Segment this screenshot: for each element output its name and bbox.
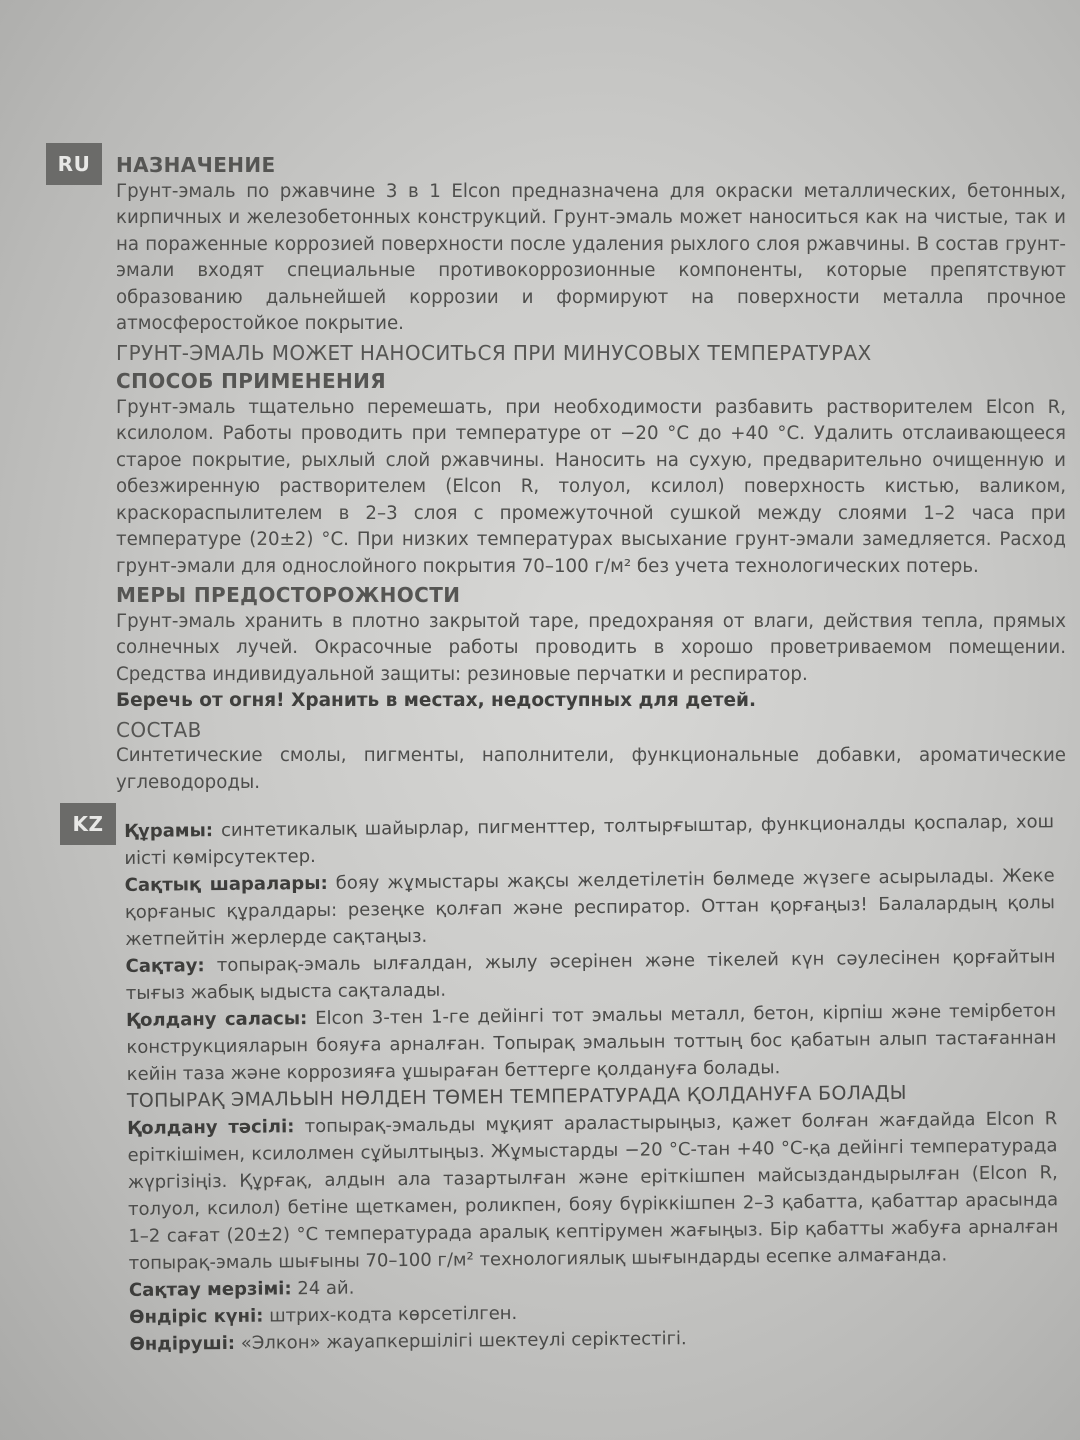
kz-minus-temp-note: ТОПЫРАҚ ЭМАЛЬЫН НӨЛДЕН ТӨМЕН ТЕМПЕРАТУРАДА ҚОЛДАНУҒА БОЛАДЫ [126,1081,907,1112]
kz-safety-text: бояу жұмыстары жақсы желдетілетін бөлмеде жүзеге асырылады. Жеке қорғаныс құралдары: резеңке қолғап және респиратор. Оттан қорғаңыз! Балалардың қолы жетпейтін жерлерде сақтаңыз. [124,865,1056,950]
ru-composition-title: СОСТАВ [116,717,202,742]
kz-manufacturer-label: Өндіруші: [129,1332,236,1355]
kz-method-text: топырақ-эмальды мұқият араластырыңыз, қажет болған жағдайда Elcon R еріткішімен, ксилолмен сұйылтыңыз. Жұмыстарды −20 °С-тан +40 °С-қа дейінгі температурада жүргізіңіз. Құрғақ, алдын ала тазартылған және еріткішпен майсыздандырылған (Elcon R, толуол, ксилол) бетіне щеткамен, роликпен, бояу бүріккішпен 2–3 қабатта, қабаттар арасында 1–2 сағат (20±2) °С температурада аралық кептірумен жағыңыз. Бір қабатты жабуға арналған топырақ-эмаль шығыны 70–100 г/м² технологиялық шығындарды есепке алмағанда. [127,1108,1059,1274]
kz-section [124,808,1060,1358]
kz-shelf-life-text: 24 ай. [291,1277,355,1300]
kz-scope-label: Қолдану саласы: [126,1008,308,1031]
kz-manufacturer-text: «Элкон» жауапкершілігі шектеулі серіктестігі. [234,1328,687,1354]
kz-safety-label: Сақтық шаралары: [124,872,328,896]
ru-warning: Беречь от огня! Хранить в местах, недоступных для детей. [116,690,757,711]
ru-method-text: Грунт-эмаль тщательно перемешать, при необходимости разбавить растворителем Elcon R, ксилолом. Работы проводить при температуре от −20 °С до +40 °С. Удалить отслаивающееся старое покрытие, рыхлый слой ржавчины. Наносить на сухую, предварительно очищенную и обезжиренную растворителем (Elcon R, толуол, ксилол) поверхность кистью, валиком, краскораспылителем в 2–3 слоя с промежуточной сушкой между слоями 1–2 часа при температуре (20±2) °С. При низких температурах высыхание грунт-эмали замедляется. Расход грунт-эмали для однослойного покрытия 70–100 г/м² без учета технологических потерь. [116,396,1066,577]
kz-storage [125,943,1056,1007]
kz-production-date-text: штрих-кодта көрсетілген. [263,1302,518,1327]
ru-precautions-title: МЕРЫ ПРЕДОСТОРОЖНОСТИ [116,583,461,607]
kz-composition-text: синтетикалық шайырлар, пигменттер, толтырғыштар, функционалды қоспалар, хош иісті көмірсутектер. [124,811,1055,869]
kz-composition [124,808,1055,872]
lang-badge-ru: RU [46,143,102,185]
ru-precautions-text: Грунт-эмаль хранить в плотно закрытой таре, предохраняя от влаги, действия тепла, прямых солнечных лучей. Окрасочные работы проводить в хорошо проветриваемом помещении. Средства индивидуальной защиты: резиновые перчатки и респиратор. [116,610,1066,685]
kz-shelf-life-label: Сақтау мерзімі: [128,1278,292,1301]
kz-composition-label: Құрамы: [124,820,214,842]
ru-minus-temp-note: ГРУНТ-ЭМАЛЬ МОЖЕТ НАНОСИТЬСЯ ПРИ МИНУСОВЫХ ТЕМПЕРАТУРАХ [116,340,872,365]
kz-scope [126,997,1057,1088]
kz-storage-label: Сақтау: [125,955,205,977]
kz-scope-text: Elcon 3-тен 1-ге дейінгі тот эмальы металл, бетон, кірпіш және темірбетон конструкцияларын бояуға арналған. Топырақ эмальын тоттың бос қабатын алып тастағаннан кейін таза және коррозияға ұшыраған беттерге қолдануға болады. [126,1000,1057,1085]
ru-purpose-title: НАЗНАЧЕНИЕ [116,153,276,177]
kz-method-label: Қолдану тәсілі: [127,1116,295,1139]
ru-purpose-text: Грунт-эмаль по ржавчине 3 в 1 Elcon предназначена для окраски металлических, бетонных, кирпичных и железобетонных конструкций. Грунт-эмаль может наноситься как на чистые, так и на пораженные коррозией поверхности после удаления рыхлого слоя ржавчины. В состав грунт-эмали входят специальные противокоррозионные компоненты, которые препятствуют образованию дальнейшей коррозии и формируют на поверхности металла прочное атмосферостойкое покрытие. [116,180,1066,334]
lang-badge-kz: KZ [60,803,116,845]
ru-composition-text: Синтетические смолы, пигменты, наполнители, функциональные добавки, ароматические углеводороды. [116,745,1066,793]
kz-safety [125,862,1056,953]
kz-production-date-label: Өндіріс күні: [129,1305,264,1328]
ru-section [116,150,1066,796]
kz-method [127,1105,1059,1277]
ru-method-title: СПОСОБ ПРИМЕНЕНИЯ [116,369,387,393]
kz-storage-text: топырақ-эмаль ылғалдан, жылу әсерінен және тікелей күн сәулесінен қорғайтын тығыз жабық ыдыста сақталады. [125,946,1056,1004]
